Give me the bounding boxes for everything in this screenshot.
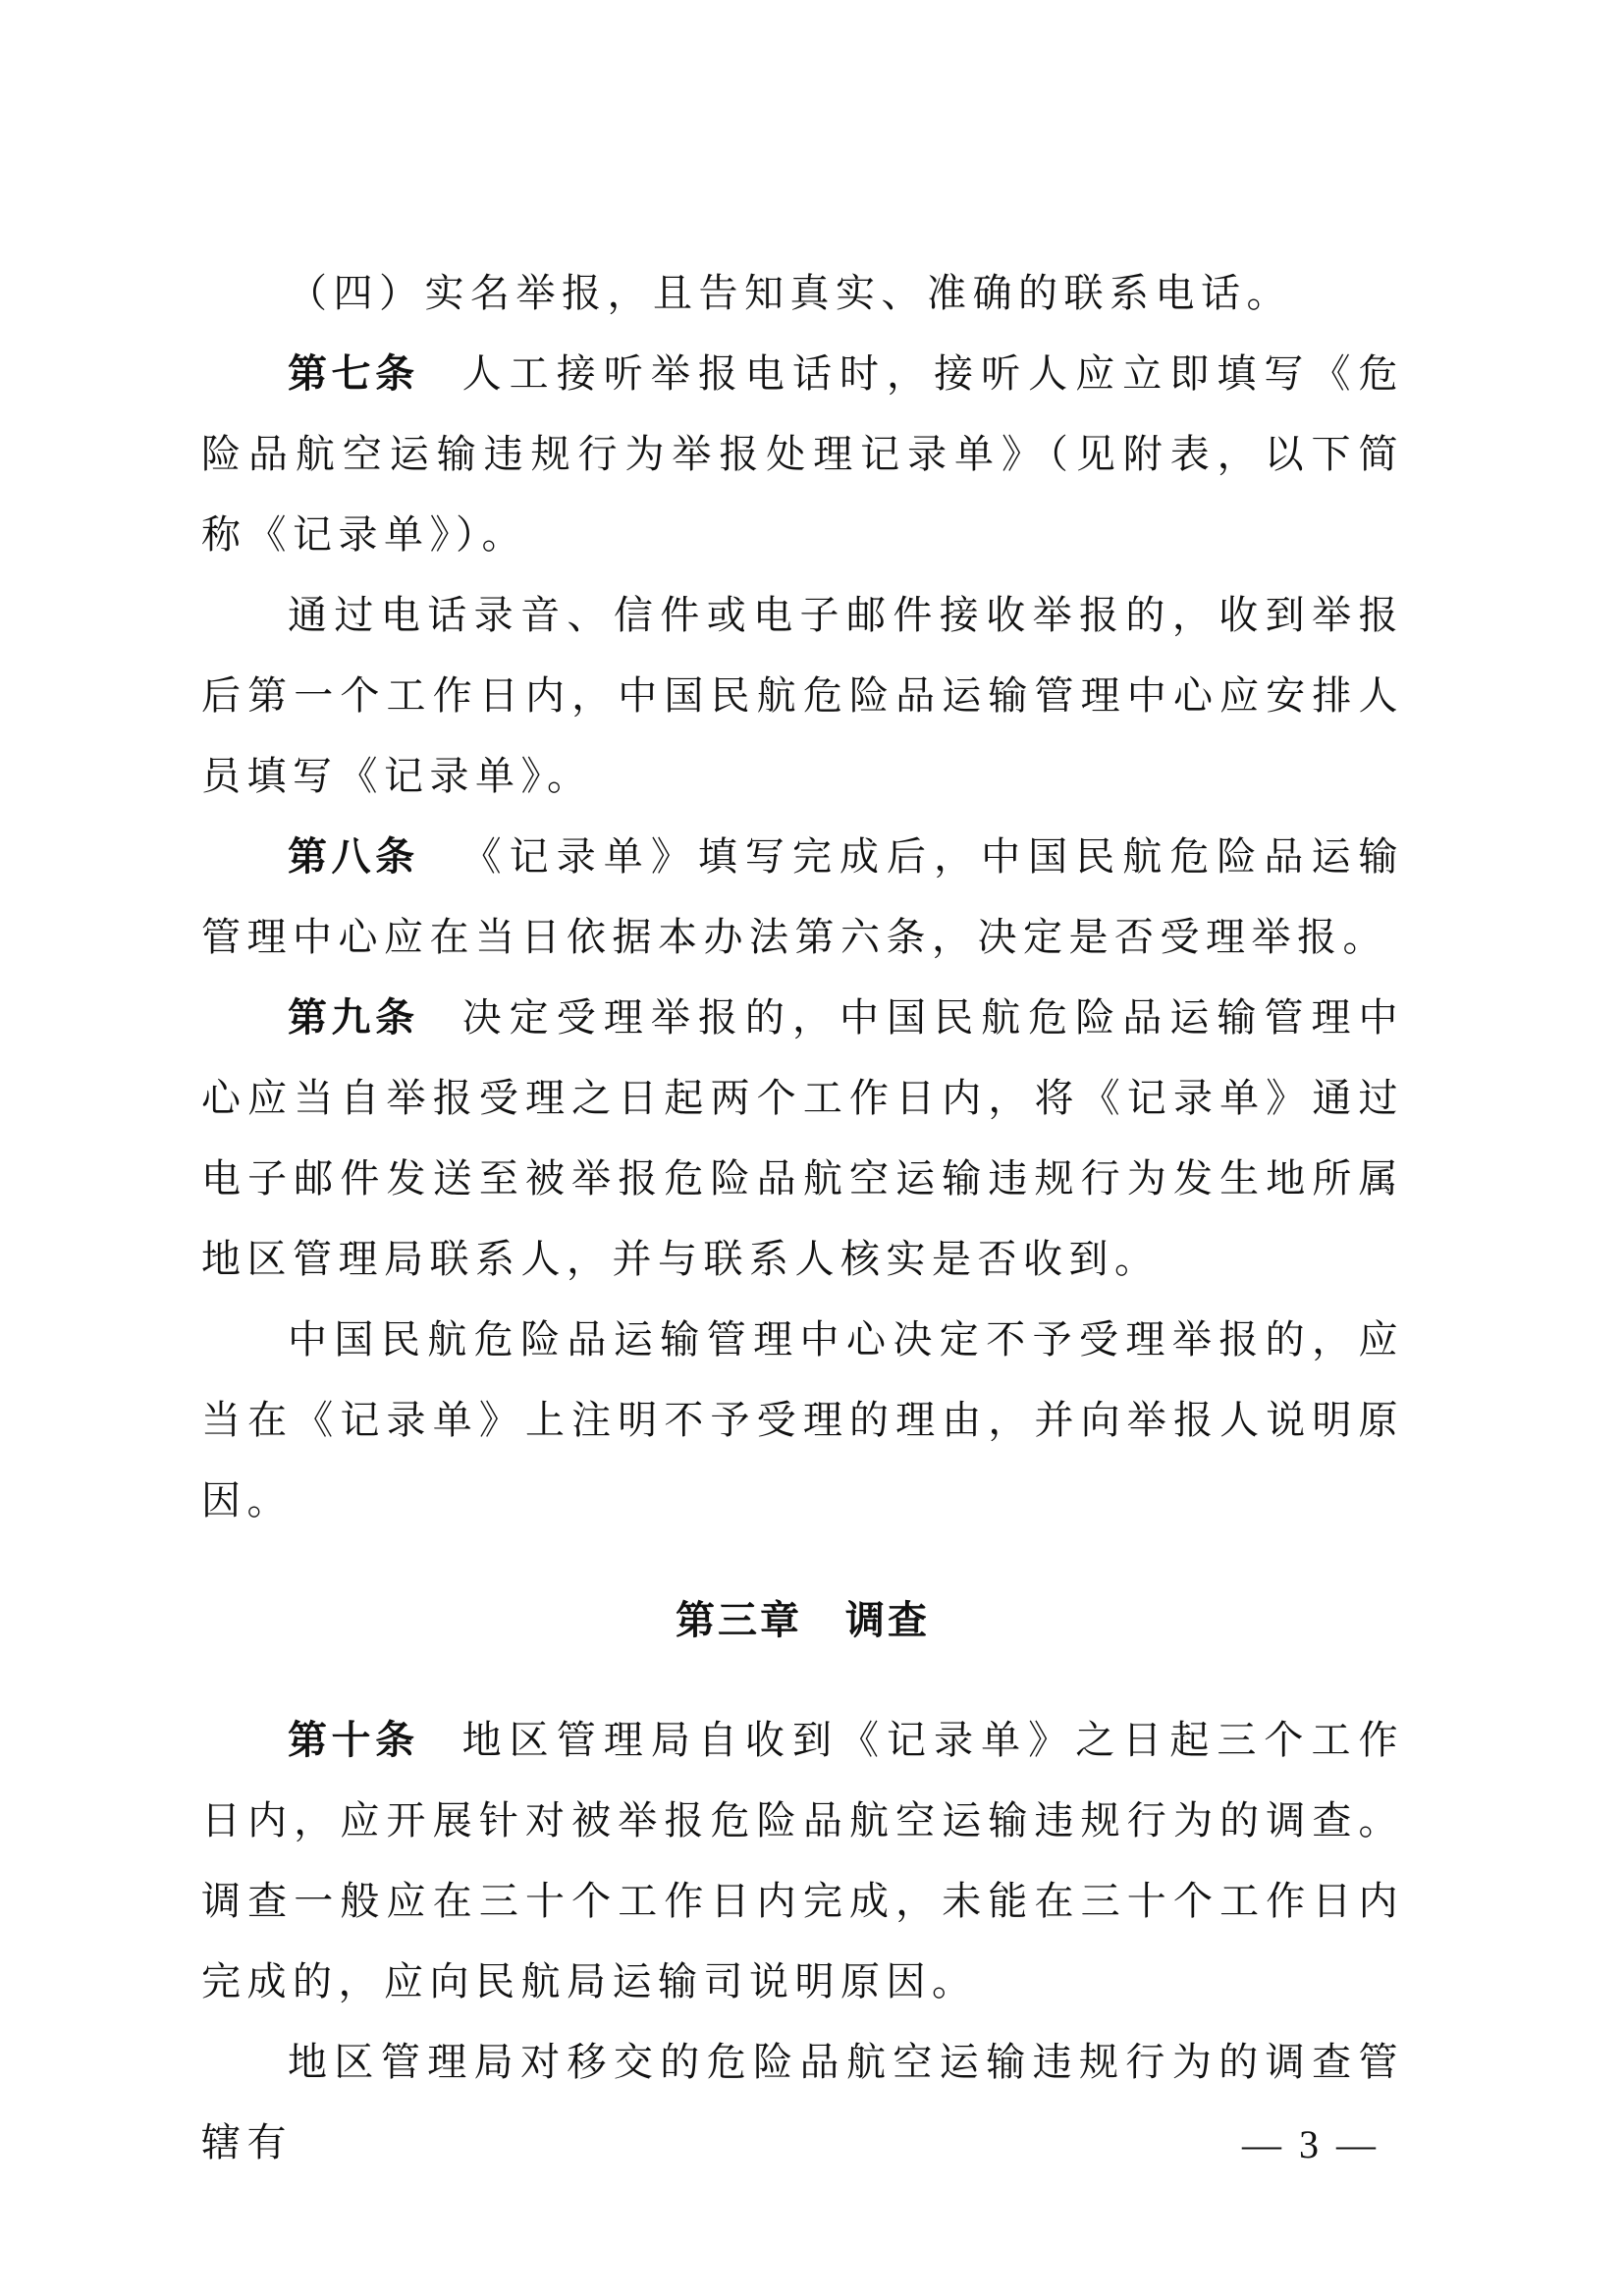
article-7-paragraph-2: [201, 575, 1404, 817]
article-label: 第七条: [288, 351, 419, 397]
article-10-paragraph-2: [201, 2022, 1404, 2183]
chapter-heading: [201, 1580, 1404, 1661]
document-body: [201, 253, 1404, 2183]
paragraph-text: 《记录单》填写完成后，中国民航危险品运输管理中心应在当日依据本办法第六条，决定是否受理举报。: [201, 834, 1405, 960]
paragraph-text: 地区管理局自收到《记录单》之日起三个工作日内，应开展针对被举报危险品航空运输违规行为的调查。调查一般应在三十个工作日内完成，未能在三十个工作日内完成的，应向民航局运输司说明原因。: [201, 1718, 1405, 2004]
article-label: 第九条: [288, 995, 419, 1041]
article-label: 第十条: [288, 1718, 419, 1763]
article-9: [201, 978, 1404, 1300]
article-8: [201, 817, 1404, 978]
article-label: 第八条: [288, 834, 419, 880]
paragraph-text: 决定受理举报的，中国民航危险品运输管理中心应当自举报受理之日起两个工作日内，将《记录单》通过电子邮件发送至被举报危险品航空运输违规行为发生地所属地区管理局联系人，并与联系人核实是否收到。: [201, 995, 1405, 1282]
paragraph-text: 通过电话录音、信件或电子邮件接收举报的，收到举报后第一个工作日内，中国民航危险品运输管理中心应安排人员填写《记录单》。: [201, 593, 1404, 799]
page-number: — 3 —: [1242, 2122, 1380, 2166]
paragraph-text: （四）实名举报，且告知真实、准确的联系电话。: [288, 271, 1292, 316]
chapter-number: 第三章: [676, 1598, 802, 1643]
article-7: [201, 334, 1404, 575]
article-10: [201, 1700, 1404, 2022]
paragraph-text: 人工接听举报电话时，接听人应立即填写《危险品航空运输违规行为举报处理记录单》（见附表，以下简称《记录单》）。: [201, 351, 1405, 558]
paragraph-text: 中国民航危险品运输管理中心决定不予受理举报的，应当在《记录单》上注明不予受理的理由，并向举报人说明原因。: [201, 1317, 1404, 1523]
article-9-paragraph-2: [201, 1300, 1404, 1541]
paragraph-text: 地区管理局对移交的危险品航空运输违规行为的调查管辖有: [201, 2040, 1404, 2165]
chapter-title: 调查: [845, 1598, 930, 1643]
paragraph-item-4: [201, 253, 1404, 334]
